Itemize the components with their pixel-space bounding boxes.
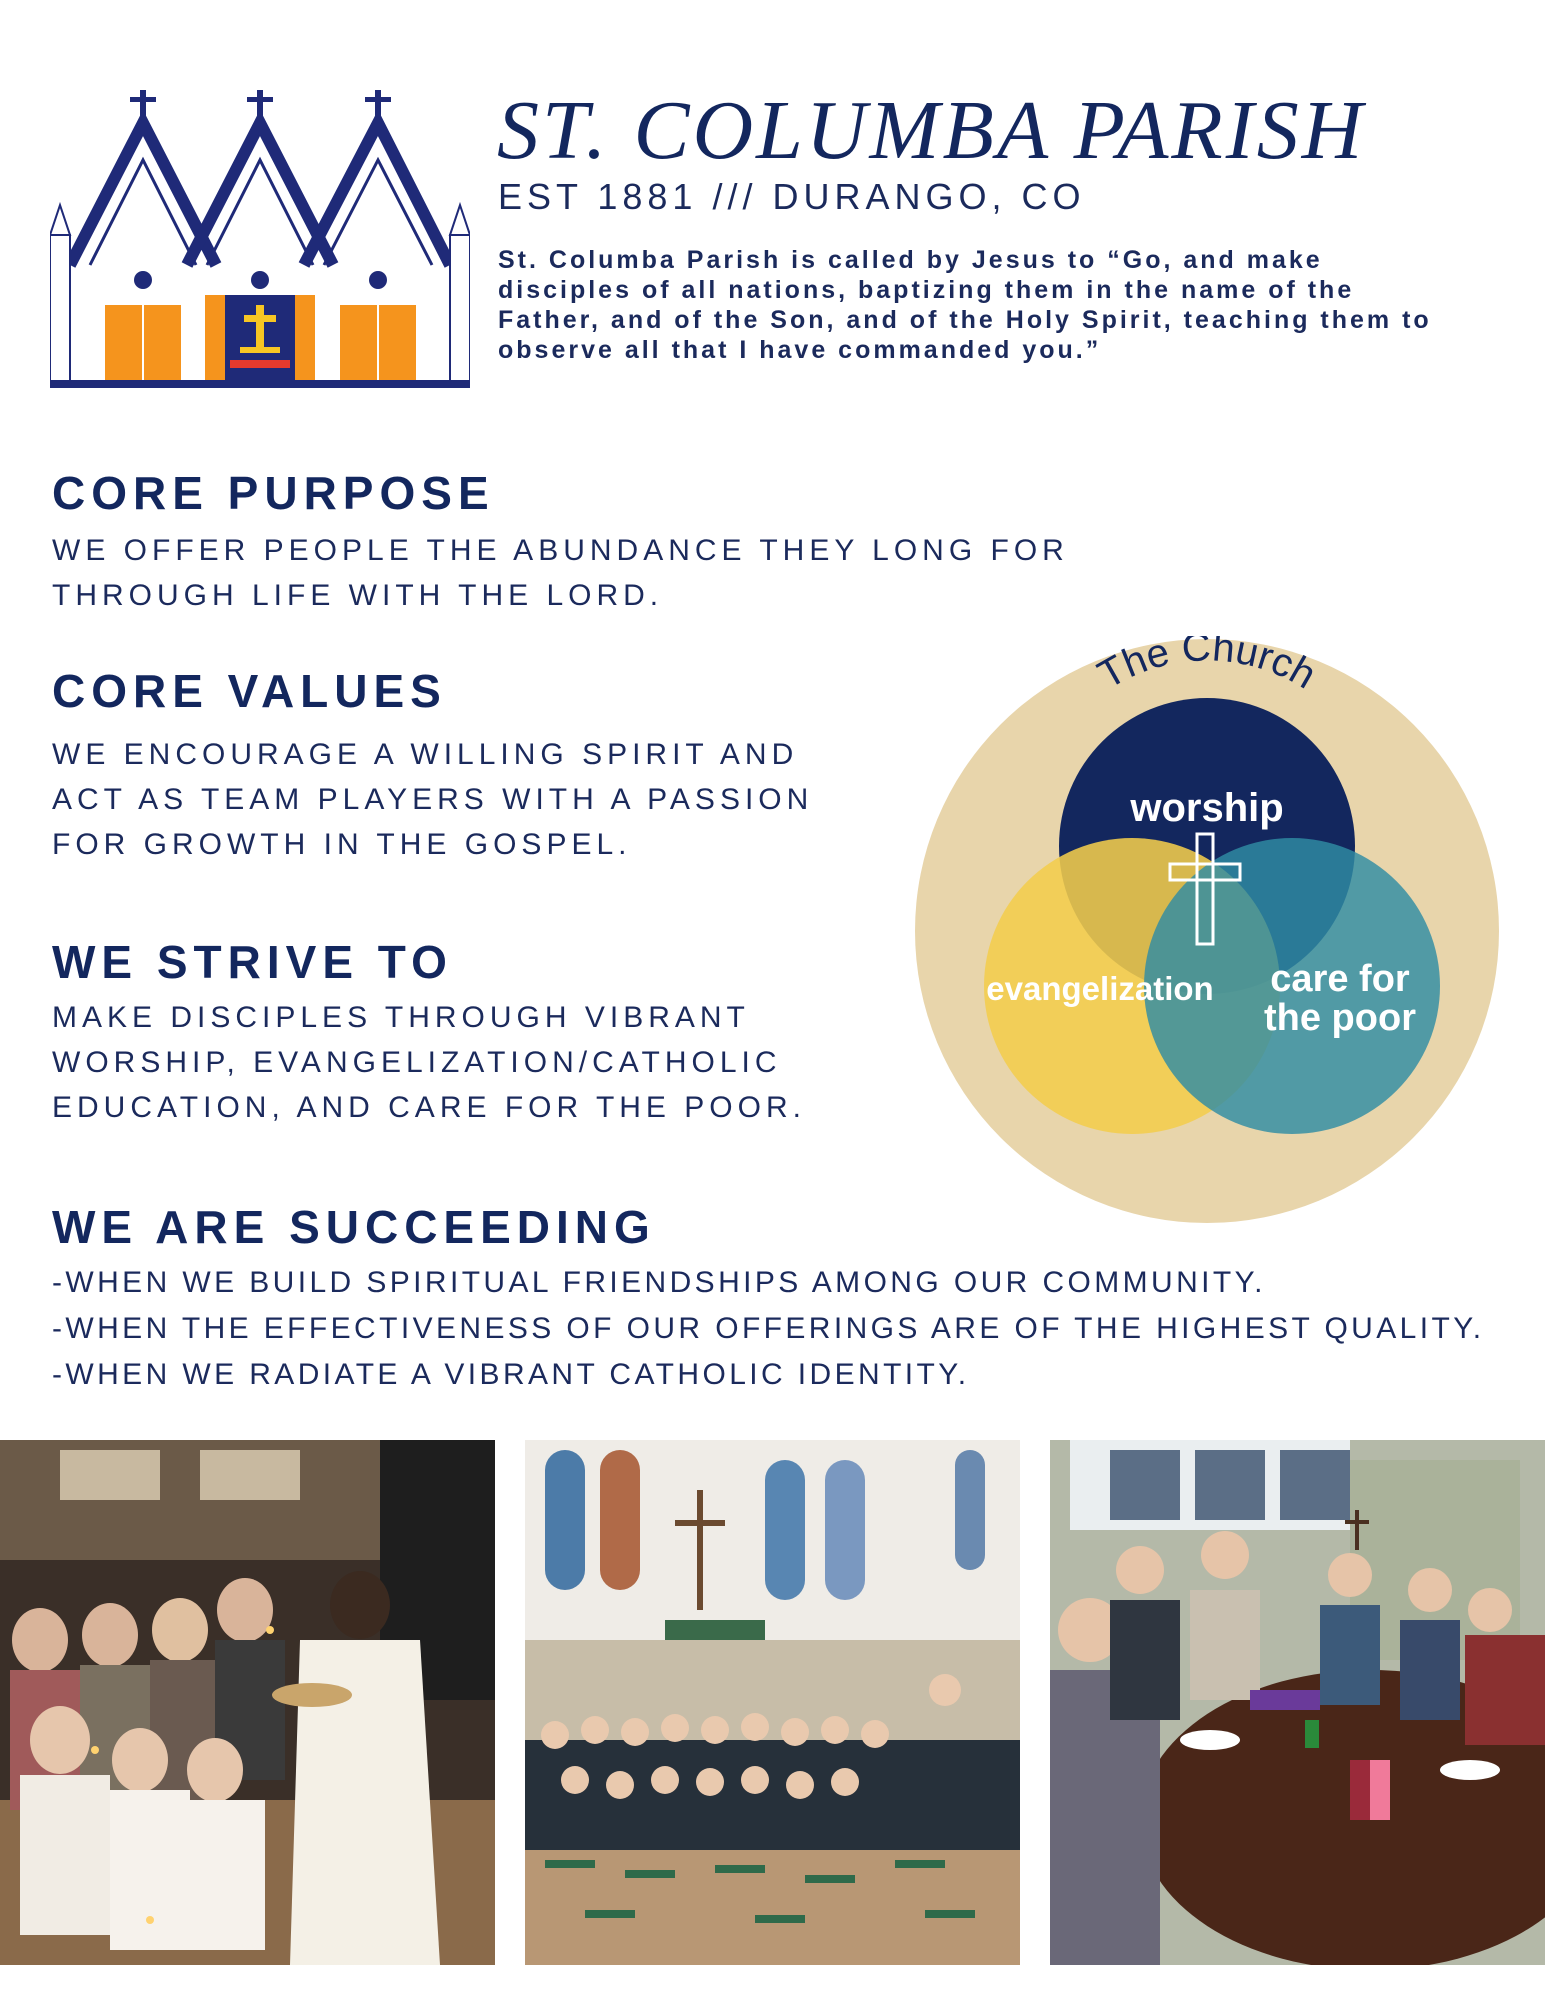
- church-logo-icon: [50, 85, 470, 395]
- venn-evangelization-label: evangelization: [986, 970, 1214, 1007]
- strive-text: MAKE DISCIPLES THROUGH VIBRANT WORSHIP, EVANGELIZATION/CATHOLIC EDUCATION, AND CARE FOR THE POOR.: [52, 1001, 806, 1124]
- core-purpose-heading: CORE PURPOSE: [52, 467, 495, 519]
- list-item: -WHEN WE BUILD SPIRITUAL FRIENDSHIPS AMONG OUR COMMUNITY.: [52, 1266, 1266, 1299]
- strive-heading: WE STRIVE TO: [52, 936, 453, 988]
- venn-worship-label: worship: [1130, 786, 1284, 830]
- venn-care-label-line1: care for: [1270, 958, 1410, 1000]
- core-purpose-text: WE OFFER PEOPLE THE ABUNDANCE THEY LONG FOR THROUGH LIFE WITH THE LORD.: [52, 534, 1069, 612]
- list-item: -WHEN THE EFFECTIVENESS OF OUR OFFERINGS ARE OF THE HIGHEST QUALITY.: [52, 1312, 1485, 1345]
- mission-statement: St. Columba Parish is called by Jesus to “Go, and make disciples of all nations, baptizing them in the name of the Father, and of the Son, and of the Holy Spirit, teaching them to observe all that I have commanded you.”: [498, 246, 1432, 364]
- succeeding-list: [52, 1260, 1532, 1398]
- church-venn-diagram: [912, 636, 1502, 1226]
- school-children-church-photo: [525, 1440, 1020, 1965]
- candlelight-blessing-photo: [0, 1440, 495, 1965]
- page-subtitle: EST 1881 /// DURANGO, CO: [498, 176, 1086, 217]
- parish-meeting-photo: [1050, 1440, 1545, 1965]
- venn-outer-label: The Church: [1090, 636, 1324, 698]
- parish-logo: [50, 85, 470, 395]
- venn-care-label-line2: the poor: [1264, 997, 1416, 1039]
- page-title: ST. COLUMBA PARISH: [497, 84, 1366, 177]
- list-item: -WHEN WE RADIATE A VIBRANT CATHOLIC IDENTITY.: [52, 1358, 970, 1391]
- core-values-heading: CORE VALUES: [52, 665, 447, 717]
- succeeding-heading: WE ARE SUCCEEDING: [52, 1201, 656, 1253]
- core-values-text: WE ENCOURAGE A WILLING SPIRIT AND ACT AS TEAM PLAYERS WITH A PASSION FOR GROWTH IN THE GOSPEL.: [52, 738, 814, 861]
